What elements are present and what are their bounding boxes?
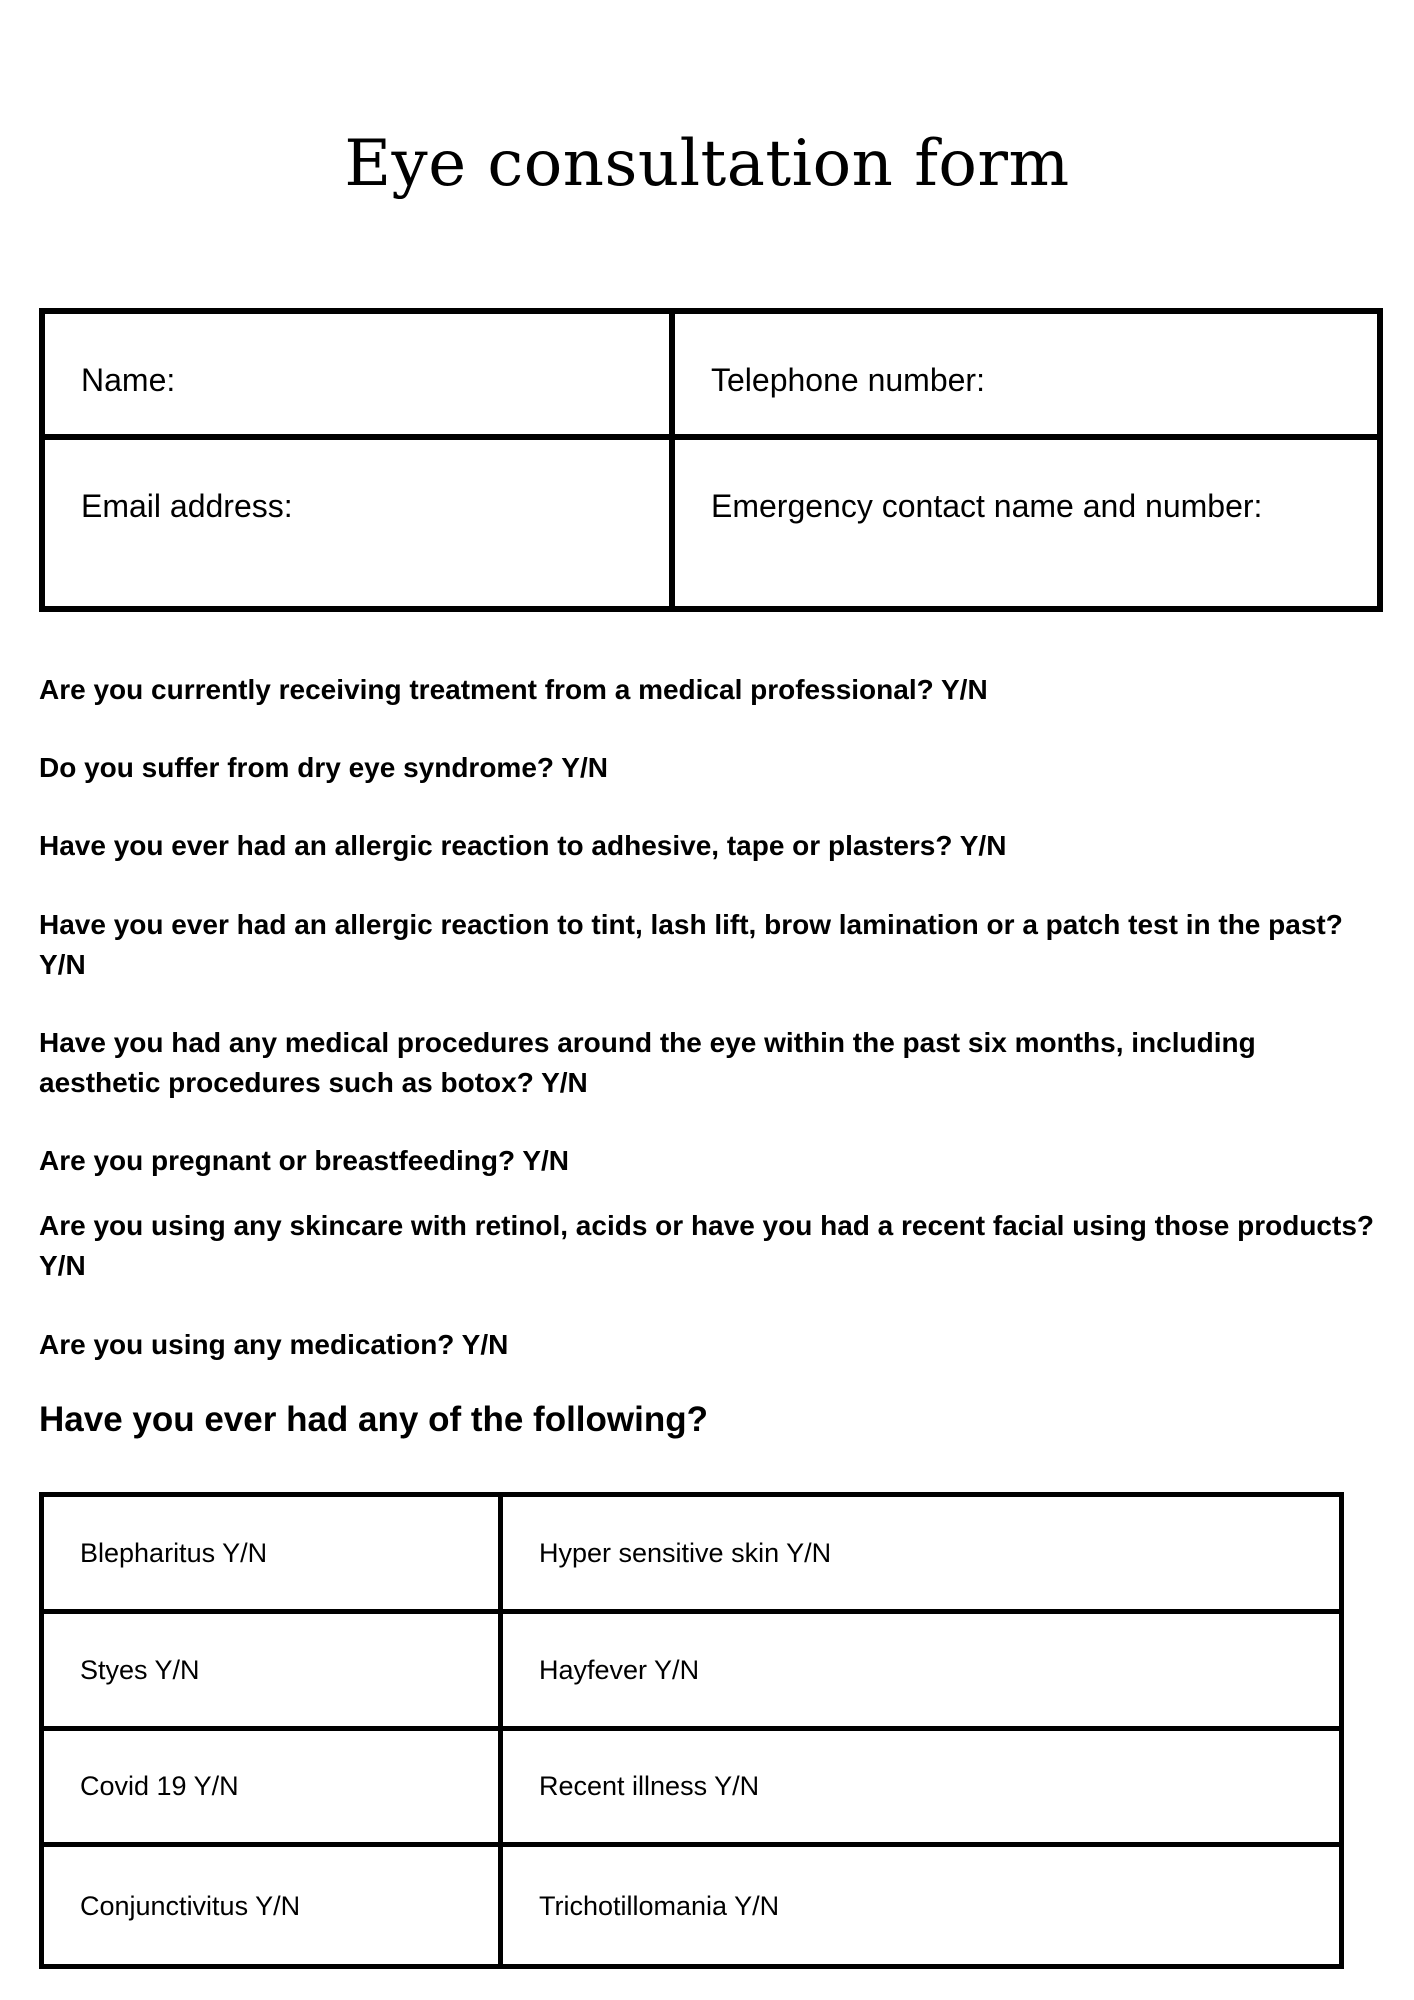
condition-cell: Covid 19 Y/N (44, 1731, 503, 1848)
question-pregnant: Are you pregnant or breastfeeding? Y/N (39, 1145, 570, 1176)
contact-details-table (39, 308, 1383, 612)
question-medical-treatment: Are you currently receiving treatment from a medical professional? Y/N (39, 674, 988, 705)
condition-cell: Styes Y/N (44, 1614, 503, 1731)
question-tint-allergy: Have you ever had an allergic reaction to tint, lash lift, brow lamination or a patch test in the past? Y/N (39, 909, 1343, 980)
question-skincare: Are you using any skincare with retinol, acids or have you had a recent facial using those products? Y/N (39, 1210, 1375, 1281)
condition-cell: Conjunctivitus Y/N (44, 1847, 503, 1964)
emergency-contact-label: Emergency contact name and number: (711, 488, 1263, 524)
email-label: Email address: (81, 488, 293, 524)
email-field[interactable] (45, 440, 675, 606)
name-label: Name: (81, 362, 176, 398)
question-medical-procedures: Have you had any medical procedures around the eye within the past six months, including aesthetic procedures such as botox? Y/N (39, 1027, 1256, 1098)
question-dry-eye: Do you suffer from dry eye syndrome? Y/N (39, 752, 608, 783)
condition-cell: Hayfever Y/N (503, 1614, 1339, 1731)
condition-cell: Recent illness Y/N (503, 1731, 1339, 1848)
telephone-field[interactable] (675, 314, 1377, 440)
question-medication: Are you using any medication? Y/N (39, 1329, 509, 1360)
condition-cell: Blepharitus Y/N (44, 1497, 503, 1614)
condition-cell: Hyper sensitive skin Y/N (503, 1497, 1339, 1614)
telephone-label: Telephone number: (711, 362, 985, 398)
emergency-contact-field[interactable] (675, 440, 1377, 606)
question-adhesive-allergy: Have you ever had an allergic reaction to adhesive, tape or plasters? Y/N (39, 830, 1007, 861)
condition-cell: Trichotillomania Y/N (539, 1890, 780, 1921)
form-title: Eye consultation form (344, 127, 1070, 201)
name-field[interactable] (45, 314, 675, 440)
conditions-table (39, 1492, 1344, 1969)
conditions-heading: Have you ever had any of the following? (39, 1400, 708, 1439)
